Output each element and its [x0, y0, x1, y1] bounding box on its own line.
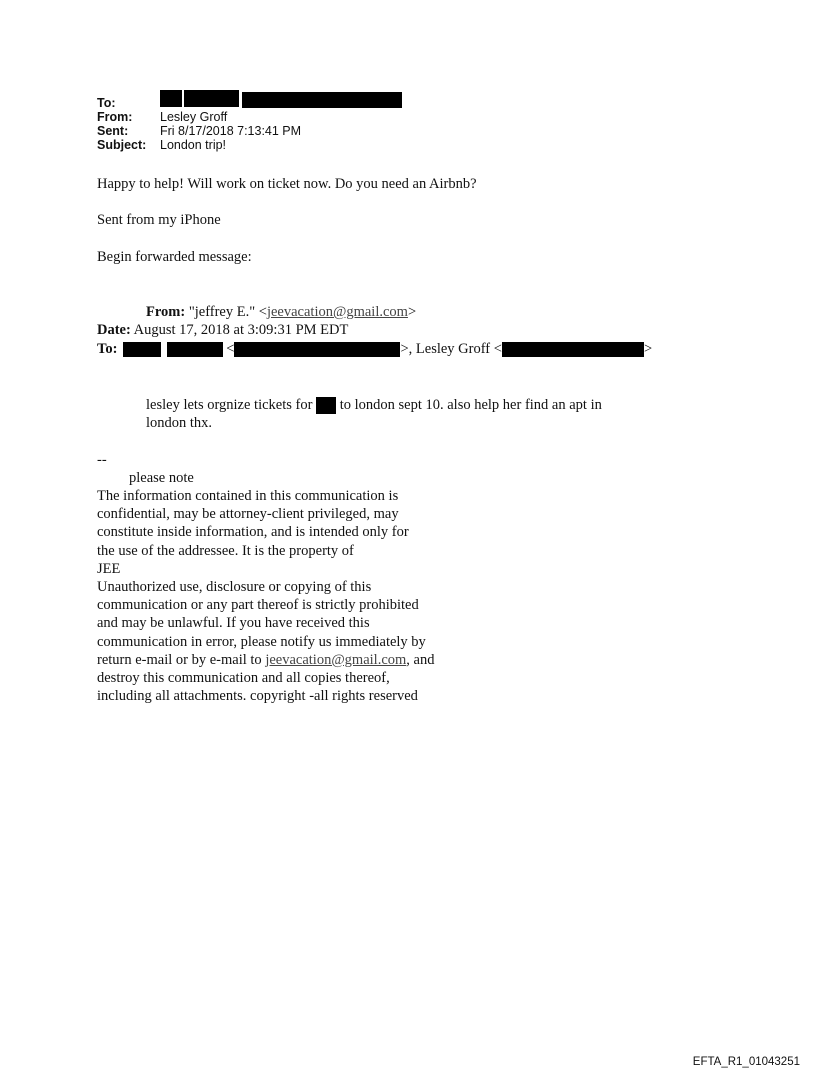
to-row: [97, 96, 420, 110]
disclaimer-line: including all attachments. copyright -all rights reserved: [97, 688, 418, 705]
redaction-block: [234, 342, 400, 357]
please-note: please note: [129, 470, 194, 486]
disclaimer-return-line: [97, 651, 477, 669]
fwd-date-value: August 17, 2018 at 3:09:31 PM EDT: [133, 322, 349, 338]
disclaimer-line: and may be unlawful. If you have received this: [97, 615, 370, 632]
sent-label: Sent:: [97, 124, 129, 138]
from-value: Lesley Groff: [160, 110, 228, 124]
redaction-block: [502, 342, 644, 357]
disclaimer-line: constitute inside information, and is intended only for: [97, 524, 409, 541]
subject-row: [97, 138, 420, 152]
disclaimer-line: communication in error, please notify us immediately by: [97, 633, 426, 650]
return-email-link[interactable]: jeevacation@gmail.com: [265, 651, 407, 668]
fwd-to-mid: >, Lesley Groff <: [400, 341, 502, 357]
fwd-date-line: [97, 322, 348, 339]
from-row: [97, 110, 420, 124]
disclaimer-line: Unauthorized use, disclosure or copying of this: [97, 579, 372, 596]
redaction-block: [184, 90, 239, 107]
fwd-message-line-2: london thx.: [146, 415, 213, 431]
redaction-block: [123, 342, 161, 357]
fwd-from-name: "jeffrey E." <: [188, 304, 267, 320]
signature-line: Sent from my iPhone: [97, 212, 221, 228]
fwd-message-part1: lesley lets orgnize tickets for: [146, 397, 313, 413]
disclaimer-line: communication or any part thereof is strictly prohibited: [97, 597, 419, 614]
disclaimer-line: The information contained in this communication is: [97, 488, 399, 504]
return-pre: return e-mail or by e-mail to: [97, 651, 266, 668]
disclaimer-line: confidential, may be attorney-client privileged, may: [97, 506, 399, 523]
from-label: From:: [97, 110, 133, 124]
disclaimer-line: the use of the addressee. It is the property of: [97, 542, 354, 559]
reply-line: Happy to help! Will work on ticket now. Do you need an Airbnb?: [97, 176, 477, 192]
disclaimer-line: JEE: [97, 560, 121, 577]
fwd-from-line: [146, 304, 416, 321]
document-id: EFTA_R1_01043251: [692, 1056, 800, 1068]
disclaimer-line: destroy this communication and all copies thereof,: [97, 670, 390, 687]
fwd-to-line: [97, 341, 652, 358]
email-header: [97, 96, 420, 152]
signature-dashes: --: [97, 452, 107, 468]
fwd-from-label: From:: [146, 304, 186, 320]
fwd-to-lt: <: [226, 341, 235, 357]
redaction-block: [242, 92, 402, 108]
redaction-block: [160, 90, 182, 107]
disclaimer-block: [97, 487, 477, 705]
redaction-block: [167, 342, 223, 357]
to-redaction: [160, 96, 420, 110]
forward-intro: Begin forwarded message:: [97, 249, 252, 265]
return-post: , and: [406, 651, 435, 668]
fwd-to-label: To:: [97, 341, 118, 357]
fwd-to-gt: >: [643, 341, 653, 357]
to-label: To:: [97, 96, 116, 110]
sent-row: [97, 124, 420, 138]
subject-label: Subject:: [97, 138, 147, 152]
fwd-from-close: >: [407, 304, 417, 320]
fwd-from-email-link[interactable]: jeevacation@gmail.com: [266, 304, 408, 320]
fwd-message-part2: to london sept 10. also help her find an apt in: [339, 397, 602, 413]
sent-value: Fri 8/17/2018 7:13:41 PM: [160, 124, 302, 138]
fwd-date-label: Date:: [97, 322, 131, 338]
subject-value: London trip!: [160, 138, 227, 152]
fwd-message-line-1: [146, 397, 602, 414]
redaction-block: [316, 397, 336, 414]
